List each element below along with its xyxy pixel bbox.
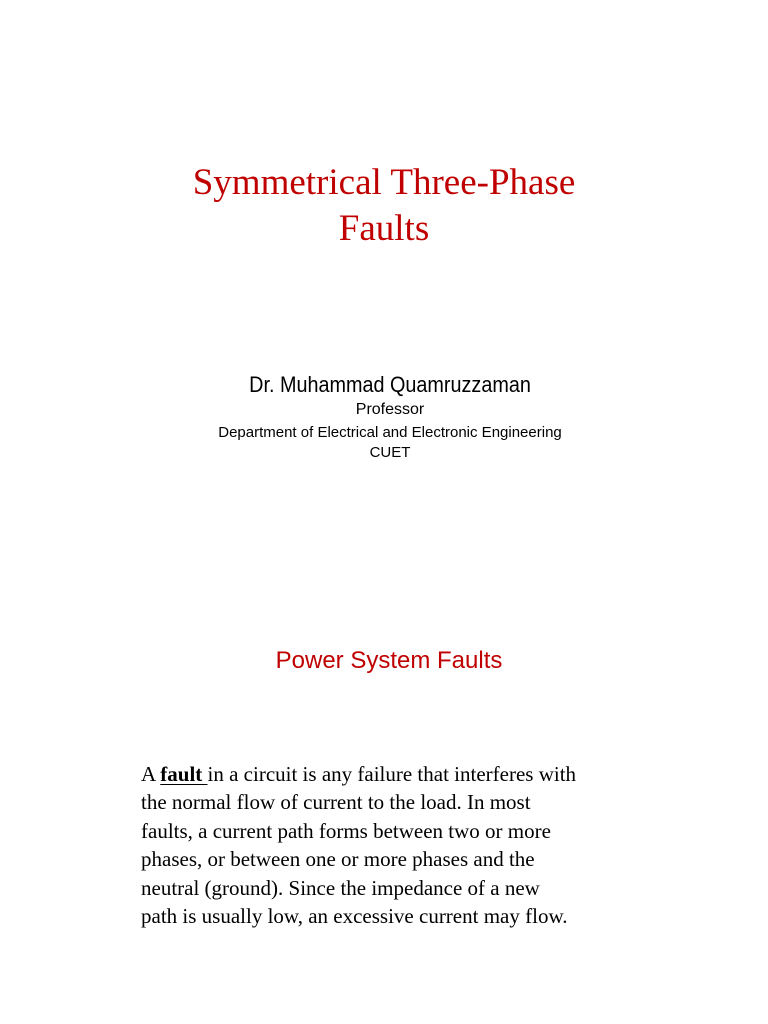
paragraph-line: phases, or between one or more phases and the: [141, 847, 535, 872]
page-title-line-1: Symmetrical Three-Phase: [192, 162, 576, 203]
paragraph-line: [141, 760, 641, 788]
author-department: Department of Electrical and Electronic Engineering: [218, 424, 562, 441]
defined-term: fault: [160, 762, 208, 786]
paragraph-line: neutral (ground). Since the impedance of a new: [141, 875, 540, 900]
section-heading: Power System Faults: [275, 647, 503, 674]
paragraph-text: A: [141, 762, 161, 786]
paragraph-line: path is usually low, an excessive current may flow.: [141, 904, 568, 929]
body-paragraph: [141, 760, 641, 930]
author-name: Dr. Muhammad Quamruzzaman: [249, 372, 531, 397]
paragraph-line: faults, a current path forms between two or more: [141, 818, 551, 843]
paragraph-line: the normal flow of current to the load. In most: [141, 790, 531, 815]
author-role: Professor: [355, 401, 425, 418]
page-title-line-2: Faults: [338, 208, 430, 249]
paragraph-text: in a circuit is any failure that interferes with: [207, 762, 577, 786]
author-institution: CUET: [369, 444, 411, 461]
